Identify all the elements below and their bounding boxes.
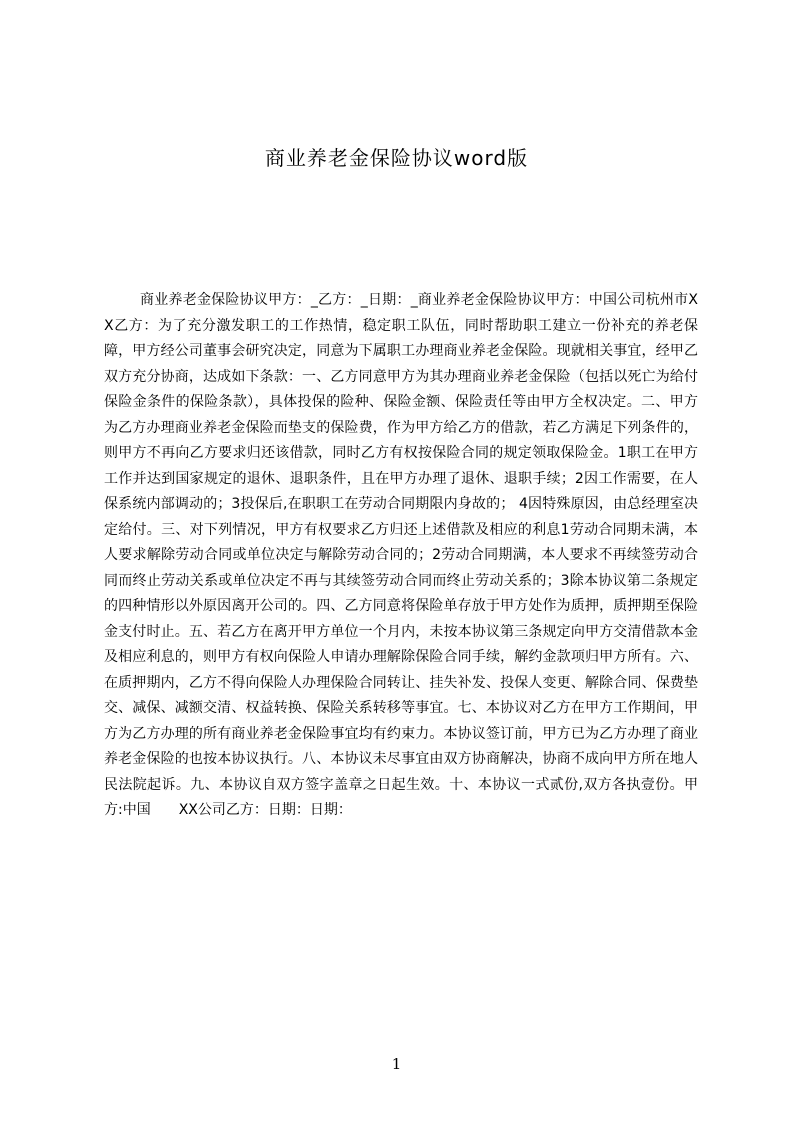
page-number: 1 bbox=[391, 1055, 402, 1073]
document-title: 商业养老金保险协议word版 bbox=[264, 146, 529, 170]
agreement-body-text: 商业养老金保险协议甲方：_乙方：_日期：_商业养老金保险协议甲方：中国公司杭州市XX乙方：为了充分激发职工的工作热情，稳定职工队伍，同时帮助职工建立一份补充的养老保障，甲方经公司董事会研究决定，同意为下属职工办理商业养老金保险。现就相关事宜，经甲乙双方充分协商，达成如下条款：一、乙方同意甲方为其办理商业养老金保险（包括以死亡为给付保险金条件的保险条款），具体投保的险种、保险金额、保险责任等由甲方全权决定。二、甲方为乙方办理商业养老金保险而垫支的保险费，作为甲方给乙方的借款，若乙方满足下列条件的，则甲方不再向乙方要求归还该借款，同时乙方有权按保险合同的规定领取保险金。1职工在甲方工作并达到国家规定的退休、退职条件，且在甲方办理了退休、退职手续；2因工作需要，在人保系统内部调动的；3投保后,在职职工在劳动合同期限内身故的； 4因特殊原因，由总经理室决定给付。三、对下列情况，甲方有权要求乙方归还上述借款及相应的利息1劳动合同期未满，本人要求解除劳动合同或单位决定与解除劳动合同的；2劳动合同期满，本人要求不再续签劳动合同而终止劳动关系或单位决定不再与其续签劳动合同而终止劳动关系的；3除本协议第二条规定的四种情形以外原因离开公司的。四、乙方同意将保险单存放于甲方处作为质押，质押期至保险金支付时止。五、若乙方在离开甲方单位一个月内，未按本协议第三条规定向甲方交清借款本金及相应利息的，则甲方有权向保险人申请办理解除保险合同手续，解约金款项归甲方所有。六、在质押期内，乙方不得向保险人办理保险合同转让、挂失补发、投保人变更、解除合同、保费垫交、减保、减额交清、权益转换、保险关系转移等事宜。七、本协议对乙方在甲方工作期间，甲方为乙方办理的所有商业养老金保险事宜均有约束力。本协议签订前，甲方已为乙方办理了商业养老金保险的也按本协议执行。八、本协议未尽事宜由双方协商解决，协商不成向甲方所在地人民法院起诉。九、本协议自双方签字盖章之日起生效。十、本协议一式贰份,双方各执壹份。甲方:中国 XX公司乙方：日期：日期： bbox=[104, 292, 698, 818]
